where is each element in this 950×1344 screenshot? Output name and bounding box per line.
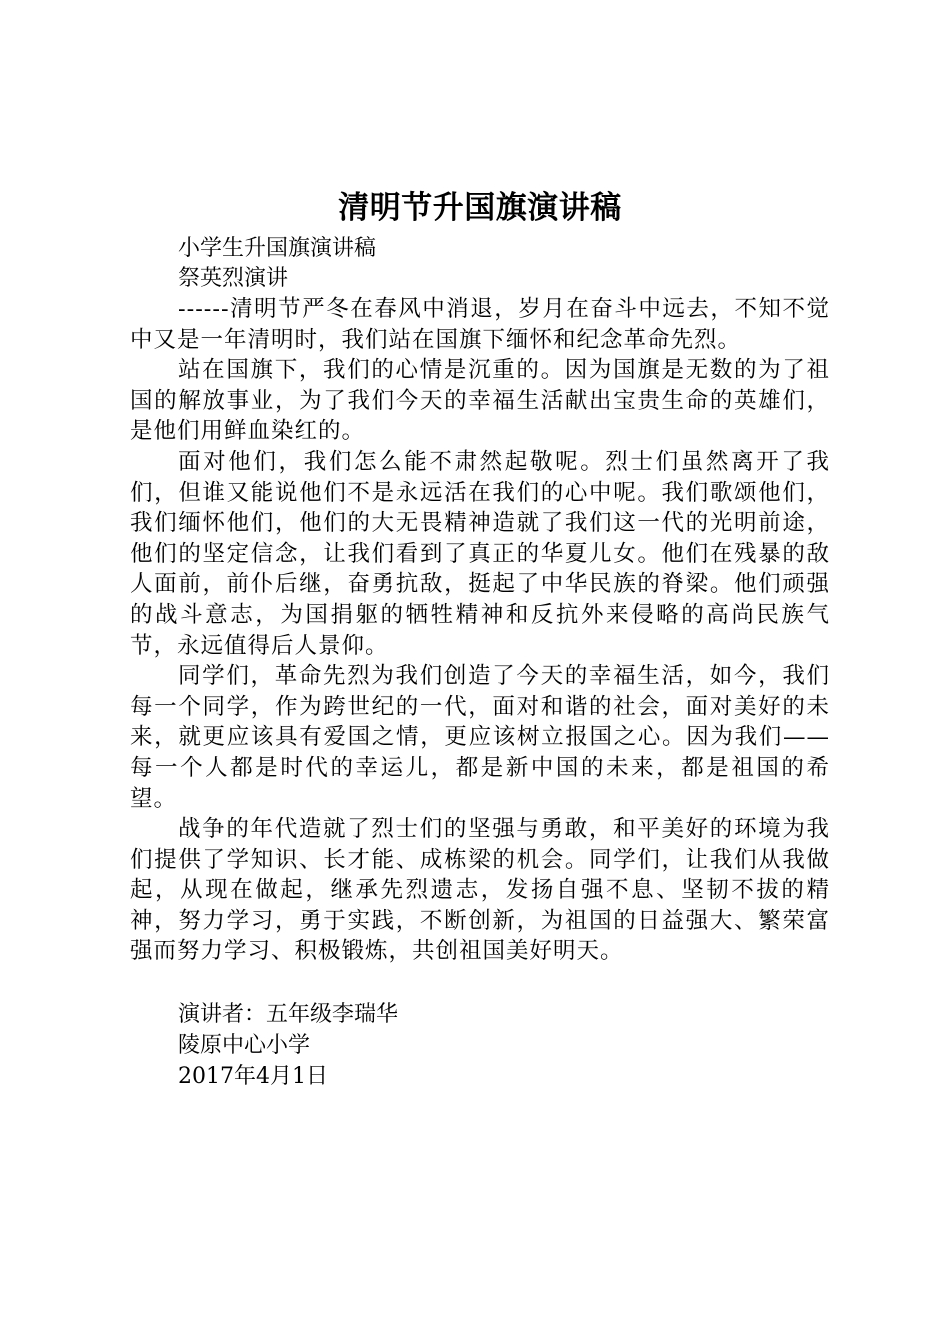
paragraph-2: 站在国旗下，我们的心情是沉重的。因为国旗是无数的为了祖国的解放事业，为了我们今天的幸福生活献出宝贵生命的英雄们，是他们用鲜血染红的。 bbox=[130, 357, 830, 445]
document-title: 清明节升国旗演讲稿 bbox=[338, 190, 622, 226]
document-page bbox=[130, 186, 830, 1092]
speaker-line: 演讲者：五年级李瑞华 bbox=[178, 1002, 399, 1028]
signature-block bbox=[130, 999, 830, 1092]
subtitle-line-1: 小学生升国旗演讲稿 bbox=[178, 236, 377, 261]
paragraph-3: 面对他们，我们怎么能不肃然起敬呢。烈士们虽然离开了我们，但谁又能说他们不是永远活在我们的心中呢。我们歌颂他们，我们缅怀他们，他们的大无畏精神造就了我们这一代的光明前途，他们的坚定信念，让我们看到了真正的华夏儿女。他们在残暴的敌人面前，前仆后继，奋勇抗敌，挺起了中华民族的脊梁。他们顽强的战斗意志，为国捐躯的牺牲精神和反抗外来侵略的高尚民族气节，永远值得后人景仰。 bbox=[130, 448, 830, 659]
paragraph-5: 战争的年代造就了烈士们的坚强与勇敢，和平美好的环境为我们提供了学知识、长才能、成栋梁的机会。同学们，让我们从我做起，从现在做起，继承先烈遗志，发扬自强不息、坚韧不拔的精神，努力学习，勇于实践，不断创新，为祖国的日益强大、繁荣富强而努力学习、积极锻炼，共创祖国美好明天。 bbox=[130, 816, 830, 965]
paragraph-1: ------清明节严冬在春风中消退，岁月在奋斗中远去，不知不觉中又是一年清明时，我们站在国旗下缅怀和纪念革命先烈。 bbox=[130, 296, 830, 353]
date-line: 2017年4月1日 bbox=[178, 1064, 328, 1090]
paragraph-4: 同学们，革命先烈为我们创造了今天的幸福生活，如今，我们每一个同学，作为跨世纪的一代，面对和谐的社会，面对美好的未来，就更应该具有爱国之情，更应该树立报国之心。因为我们——每一个人都是时代的幸运儿，都是新中国的未来，都是祖国的希望。 bbox=[130, 663, 830, 812]
school-line: 陵原中心小学 bbox=[178, 1033, 311, 1059]
subtitle-line-2: 祭英烈演讲 bbox=[178, 266, 289, 291]
